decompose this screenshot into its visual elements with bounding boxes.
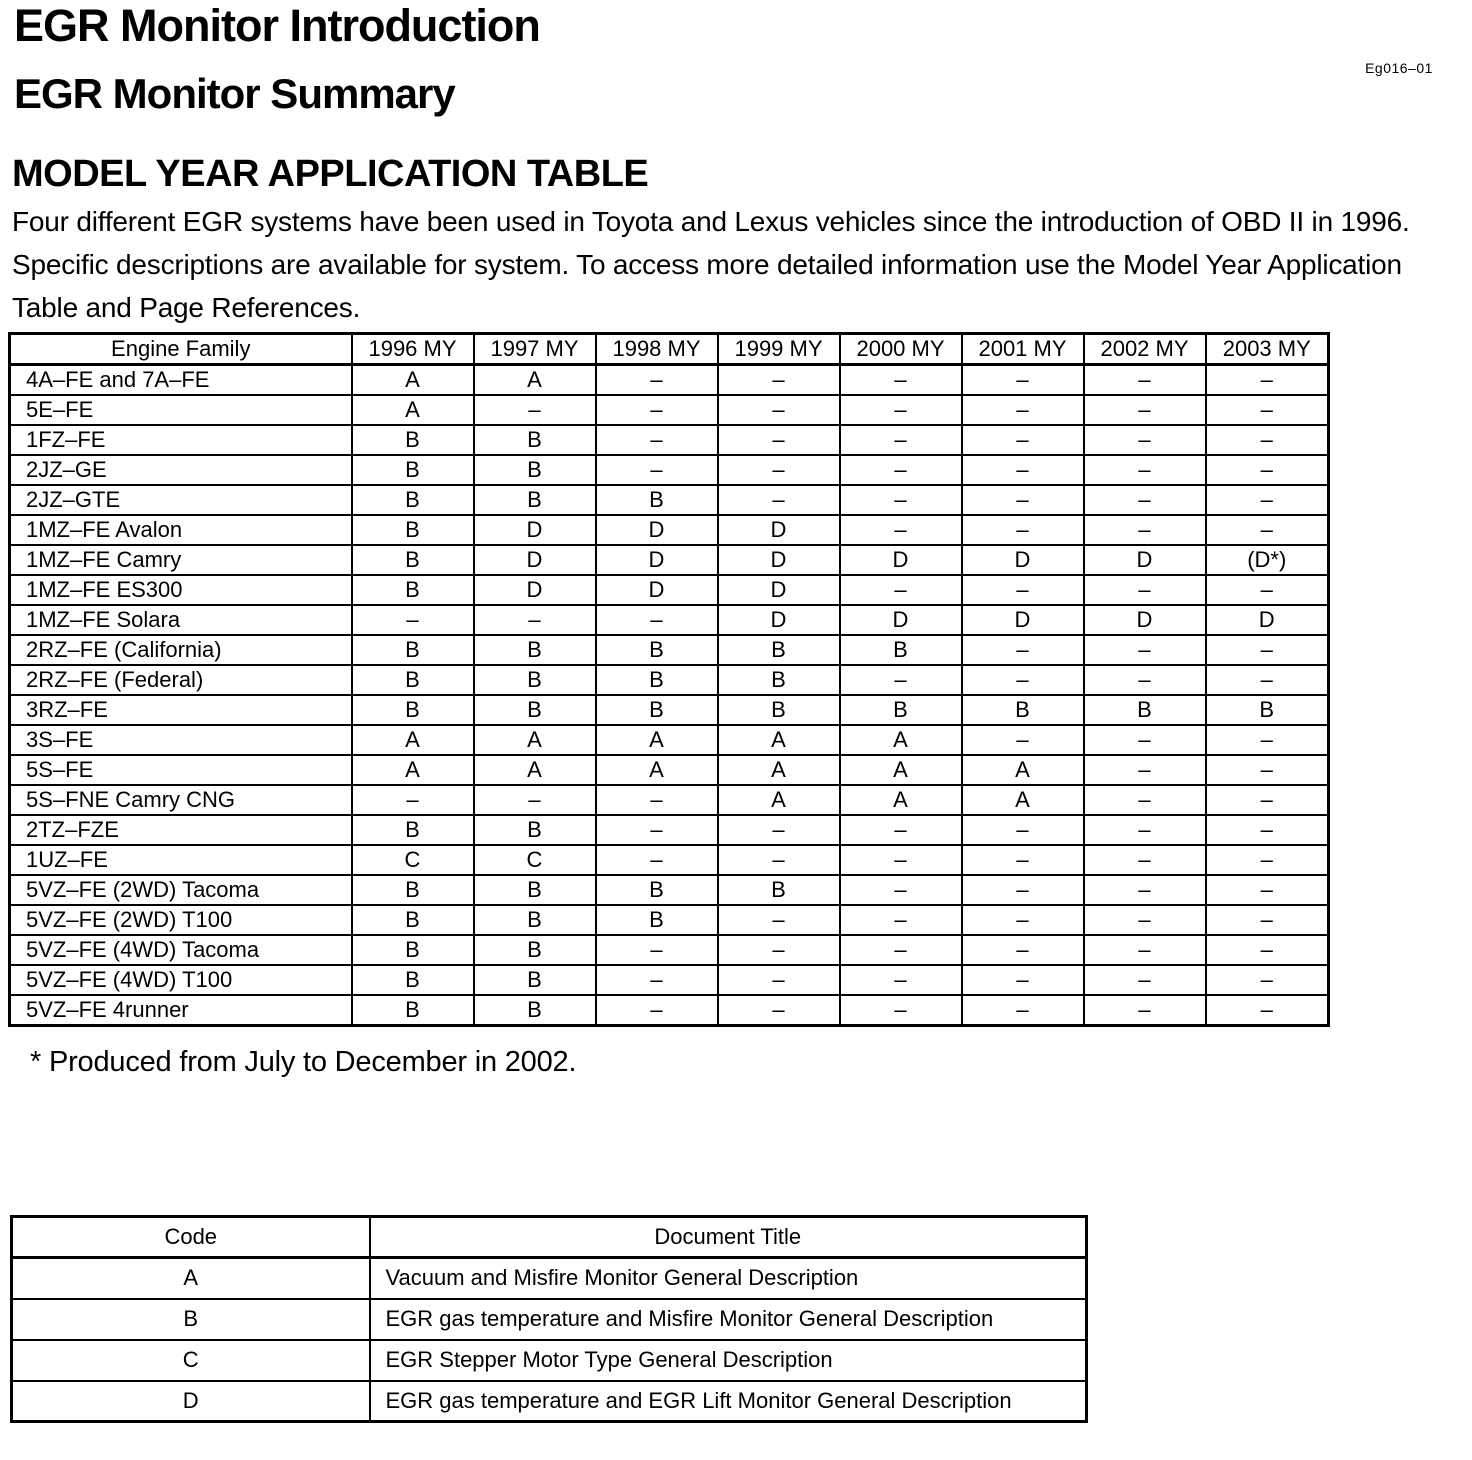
system-code-cell: B (474, 875, 596, 905)
system-code-cell: B (718, 695, 840, 725)
system-code-cell: – (596, 845, 718, 875)
system-code-cell: – (718, 425, 840, 455)
table-row (10, 995, 1329, 1026)
system-code-cell: – (840, 965, 962, 995)
table-row (10, 365, 1329, 396)
system-code-cell: – (840, 845, 962, 875)
system-code-cell: D (1206, 605, 1329, 635)
system-code-cell: – (718, 845, 840, 875)
system-code-cell: – (596, 365, 718, 396)
engine-family-cell: 5VZ–FE (4WD) T100 (10, 965, 352, 995)
system-code-cell: – (840, 995, 962, 1026)
system-code-cell: – (962, 665, 1084, 695)
system-code-cell: B (474, 425, 596, 455)
system-code-cell: – (962, 395, 1084, 425)
system-code-cell: – (1206, 815, 1329, 845)
system-code-cell: – (1206, 905, 1329, 935)
system-code-cell: D (718, 545, 840, 575)
system-code-cell: – (1206, 365, 1329, 396)
system-code-cell: – (1084, 455, 1206, 485)
system-code-cell: – (1084, 485, 1206, 515)
application-table-body (10, 365, 1329, 1026)
system-code-cell: – (840, 485, 962, 515)
system-code-cell: A (718, 785, 840, 815)
system-code-cell: – (1206, 725, 1329, 755)
system-code-cell: A (352, 365, 474, 396)
system-code-cell: – (962, 635, 1084, 665)
system-code-cell: B (352, 515, 474, 545)
system-code-cell: – (596, 785, 718, 815)
system-code-cell: D (962, 545, 1084, 575)
system-code-cell: B (474, 695, 596, 725)
engine-family-header: Engine Family (10, 334, 352, 365)
system-code-cell: A (474, 365, 596, 396)
system-code-cell: D (596, 515, 718, 545)
system-code-cell: D (718, 575, 840, 605)
system-code-cell: C (474, 845, 596, 875)
system-code-cell: B (352, 935, 474, 965)
system-code-cell: D (596, 575, 718, 605)
table-row (10, 605, 1329, 635)
system-code-cell: A (596, 755, 718, 785)
system-code-cell: – (1084, 395, 1206, 425)
document-title-cell: EGR Stepper Motor Type General Description (370, 1340, 1087, 1381)
system-code-cell: B (596, 635, 718, 665)
system-code-cell: – (962, 995, 1084, 1026)
system-code-cell: D (474, 515, 596, 545)
engine-family-cell: 5S–FNE Camry CNG (10, 785, 352, 815)
system-code-cell: – (718, 815, 840, 845)
code-cell: D (12, 1381, 370, 1422)
table-row (12, 1299, 1087, 1340)
system-code-cell: (D*) (1206, 545, 1329, 575)
system-code-cell: – (1206, 965, 1329, 995)
page-title: EGR Monitor Introduction (14, 0, 540, 51)
system-code-cell: – (1084, 935, 1206, 965)
system-code-cell: D (1084, 605, 1206, 635)
system-code-cell: – (1084, 965, 1206, 995)
engine-family-cell: 2JZ–GE (10, 455, 352, 485)
system-code-cell: D (1084, 545, 1206, 575)
table-row (10, 455, 1329, 485)
system-code-cell: – (840, 425, 962, 455)
document-title-cell: EGR gas temperature and Misfire Monitor General Description (370, 1299, 1087, 1340)
system-code-cell: – (1084, 365, 1206, 396)
system-code-cell: B (474, 815, 596, 845)
section-heading: MODEL YEAR APPLICATION TABLE (12, 153, 649, 195)
table-row (10, 425, 1329, 455)
system-code-cell: – (840, 455, 962, 485)
system-code-cell: B (474, 635, 596, 665)
code-reference-table (10, 1215, 1088, 1423)
system-code-cell: B (596, 485, 718, 515)
table-row (12, 1381, 1087, 1422)
system-code-cell: A (840, 725, 962, 755)
system-code-cell: – (840, 515, 962, 545)
system-code-cell: B (352, 905, 474, 935)
system-code-cell: – (718, 395, 840, 425)
system-code-cell: – (1084, 635, 1206, 665)
system-code-cell: – (596, 815, 718, 845)
system-code-cell: D (962, 605, 1084, 635)
table-row (10, 395, 1329, 425)
system-code-cell: – (962, 845, 1084, 875)
system-code-cell: – (962, 905, 1084, 935)
system-code-cell: D (474, 545, 596, 575)
code-header: Code (12, 1217, 370, 1258)
system-code-cell: – (1206, 755, 1329, 785)
system-code-cell: B (718, 665, 840, 695)
engine-family-cell: 2JZ–GTE (10, 485, 352, 515)
system-code-cell: B (352, 995, 474, 1026)
system-code-cell: A (718, 755, 840, 785)
system-code-cell: – (840, 875, 962, 905)
system-code-cell: – (962, 935, 1084, 965)
system-code-cell: – (1084, 875, 1206, 905)
engine-family-cell: 5VZ–FE 4runner (10, 995, 352, 1026)
system-code-cell: – (840, 395, 962, 425)
system-code-cell: – (1084, 995, 1206, 1026)
table-row (10, 725, 1329, 755)
table-row (10, 875, 1329, 905)
system-code-cell: – (474, 785, 596, 815)
system-code-cell: D (474, 575, 596, 605)
system-code-cell: B (474, 665, 596, 695)
intro-paragraph: Four different EGR systems have been used in Toyota and Lexus vehicles since the introduction of OBD II in 1996. Specific descriptions are available for system. To access more detailed information use the Model Year Application Table and Page References. (12, 206, 1410, 323)
model-year-header: 2001 MY (962, 334, 1084, 365)
table-row (10, 845, 1329, 875)
system-code-cell: B (1206, 695, 1329, 725)
code-cell: C (12, 1340, 370, 1381)
engine-family-cell: 4A–FE and 7A–FE (10, 365, 352, 396)
system-code-cell: C (352, 845, 474, 875)
system-code-cell: – (1206, 455, 1329, 485)
system-code-cell: – (1206, 875, 1329, 905)
table-row (10, 515, 1329, 545)
system-code-cell: B (474, 995, 596, 1026)
engine-family-cell: 1MZ–FE ES300 (10, 575, 352, 605)
system-code-cell: – (840, 905, 962, 935)
engine-family-cell: 3S–FE (10, 725, 352, 755)
system-code-cell: – (962, 455, 1084, 485)
model-year-header: 1996 MY (352, 334, 474, 365)
system-code-cell: – (596, 605, 718, 635)
document-title-cell: EGR gas temperature and EGR Lift Monitor General Description (370, 1381, 1087, 1422)
table-row (10, 695, 1329, 725)
system-code-cell: B (718, 875, 840, 905)
system-code-cell: – (962, 425, 1084, 455)
system-code-cell: – (474, 395, 596, 425)
system-code-cell: A (352, 725, 474, 755)
document-title-header: Document Title (370, 1217, 1087, 1258)
system-code-cell: – (1206, 395, 1329, 425)
table-row (10, 635, 1329, 665)
system-code-cell: – (840, 935, 962, 965)
system-code-cell: A (840, 755, 962, 785)
system-code-cell: A (352, 755, 474, 785)
system-code-cell: – (1206, 425, 1329, 455)
system-code-cell: B (474, 935, 596, 965)
table-row (12, 1340, 1087, 1381)
system-code-cell: – (1206, 995, 1329, 1026)
system-code-cell: – (352, 605, 474, 635)
system-code-cell: – (1206, 845, 1329, 875)
system-code-cell: B (352, 425, 474, 455)
system-code-cell: B (474, 455, 596, 485)
engine-family-cell: 1MZ–FE Camry (10, 545, 352, 575)
code-cell: B (12, 1299, 370, 1340)
engine-family-cell: 5E–FE (10, 395, 352, 425)
system-code-cell: – (962, 365, 1084, 396)
engine-family-cell: 3RZ–FE (10, 695, 352, 725)
system-code-cell: B (352, 455, 474, 485)
system-code-cell: – (1206, 935, 1329, 965)
system-code-cell: B (352, 815, 474, 845)
engine-family-cell: 1MZ–FE Avalon (10, 515, 352, 545)
system-code-cell: D (840, 605, 962, 635)
engine-family-cell: 5S–FE (10, 755, 352, 785)
system-code-cell: B (474, 905, 596, 935)
system-code-cell: – (596, 965, 718, 995)
system-code-cell: – (1084, 425, 1206, 455)
table-row (10, 485, 1329, 515)
table-row (10, 575, 1329, 605)
system-code-cell: – (1084, 515, 1206, 545)
system-code-cell: A (962, 755, 1084, 785)
system-code-cell: – (962, 965, 1084, 995)
system-code-cell: – (718, 995, 840, 1026)
system-code-cell: B (352, 875, 474, 905)
system-code-cell: – (1084, 785, 1206, 815)
system-code-cell: – (1084, 905, 1206, 935)
model-year-header: 2000 MY (840, 334, 962, 365)
system-code-cell: B (840, 695, 962, 725)
model-year-header: 1999 MY (718, 334, 840, 365)
system-code-cell: – (1206, 515, 1329, 545)
system-code-cell: A (962, 785, 1084, 815)
system-code-cell: – (596, 425, 718, 455)
system-code-cell: B (352, 695, 474, 725)
system-code-cell: B (596, 695, 718, 725)
system-code-cell: – (718, 905, 840, 935)
system-code-cell: D (718, 515, 840, 545)
system-code-cell: – (962, 575, 1084, 605)
engine-family-cell: 1FZ–FE (10, 425, 352, 455)
system-code-cell: A (474, 755, 596, 785)
system-code-cell: B (352, 965, 474, 995)
engine-family-cell: 1UZ–FE (10, 845, 352, 875)
doc-code: Eg016–01 (1365, 60, 1433, 76)
page-subtitle: EGR Monitor Summary (14, 70, 455, 117)
table-row (12, 1258, 1087, 1299)
system-code-cell: – (962, 725, 1084, 755)
system-code-cell: – (840, 815, 962, 845)
system-code-cell: A (840, 785, 962, 815)
system-code-cell: A (352, 395, 474, 425)
engine-family-cell: 5VZ–FE (4WD) Tacoma (10, 935, 352, 965)
table-row (10, 935, 1329, 965)
system-code-cell: – (1206, 485, 1329, 515)
model-year-header: 2003 MY (1206, 334, 1329, 365)
table-row (10, 905, 1329, 935)
system-code-cell: – (718, 455, 840, 485)
system-code-cell: – (718, 485, 840, 515)
code-table-header-row (12, 1217, 1087, 1258)
system-code-cell: B (718, 635, 840, 665)
engine-family-cell: 5VZ–FE (2WD) T100 (10, 905, 352, 935)
system-code-cell: B (352, 575, 474, 605)
system-code-cell: B (474, 485, 596, 515)
system-code-cell: – (1084, 845, 1206, 875)
table-row (10, 755, 1329, 785)
system-code-cell: – (718, 935, 840, 965)
system-code-cell: – (962, 515, 1084, 545)
code-cell: A (12, 1258, 370, 1299)
system-code-cell: D (840, 545, 962, 575)
system-code-cell: – (596, 935, 718, 965)
system-code-cell: – (596, 455, 718, 485)
model-year-header: 1998 MY (596, 334, 718, 365)
system-code-cell: D (596, 545, 718, 575)
system-code-cell: – (1084, 575, 1206, 605)
system-code-cell: A (474, 725, 596, 755)
system-code-cell: – (840, 365, 962, 396)
table-row (10, 665, 1329, 695)
engine-family-cell: 2RZ–FE (Federal) (10, 665, 352, 695)
system-code-cell: – (474, 605, 596, 635)
table-row (10, 785, 1329, 815)
table-row (10, 815, 1329, 845)
system-code-cell: – (840, 665, 962, 695)
system-code-cell: – (962, 485, 1084, 515)
system-code-cell: A (596, 725, 718, 755)
system-code-cell: B (474, 965, 596, 995)
system-code-cell: – (352, 785, 474, 815)
system-code-cell: – (1084, 755, 1206, 785)
system-code-cell: – (596, 395, 718, 425)
system-code-cell: B (840, 635, 962, 665)
system-code-cell: – (718, 965, 840, 995)
table-row (10, 965, 1329, 995)
system-code-cell: B (962, 695, 1084, 725)
system-code-cell: B (1084, 695, 1206, 725)
system-code-cell: B (352, 665, 474, 695)
model-year-header: 1997 MY (474, 334, 596, 365)
model-year-header: 2002 MY (1084, 334, 1206, 365)
system-code-cell: B (596, 905, 718, 935)
system-code-cell: – (596, 995, 718, 1026)
system-code-cell: – (1084, 665, 1206, 695)
code-table-body (12, 1258, 1087, 1422)
system-code-cell: B (352, 635, 474, 665)
system-code-cell: D (718, 605, 840, 635)
document-title-cell: Vacuum and Misfire Monitor General Description (370, 1258, 1087, 1299)
system-code-cell: – (840, 575, 962, 605)
engine-family-cell: 2RZ–FE (California) (10, 635, 352, 665)
system-code-cell: – (1206, 575, 1329, 605)
system-code-cell: B (596, 875, 718, 905)
system-code-cell: – (1206, 785, 1329, 815)
engine-family-cell: 1MZ–FE Solara (10, 605, 352, 635)
engine-family-cell: 5VZ–FE (2WD) Tacoma (10, 875, 352, 905)
table-row (10, 545, 1329, 575)
system-code-cell: – (962, 875, 1084, 905)
system-code-cell: – (962, 815, 1084, 845)
system-code-cell: B (352, 485, 474, 515)
system-code-cell: – (1206, 635, 1329, 665)
system-code-cell: B (596, 665, 718, 695)
engine-family-cell: 2TZ–FZE (10, 815, 352, 845)
system-code-cell: A (718, 725, 840, 755)
application-table-header-row (10, 334, 1329, 365)
model-year-application-table (8, 332, 1330, 1027)
system-code-cell: – (1206, 665, 1329, 695)
system-code-cell: – (1084, 815, 1206, 845)
system-code-cell: B (352, 545, 474, 575)
system-code-cell: – (718, 365, 840, 396)
system-code-cell: – (1084, 725, 1206, 755)
footnote: * Produced from July to December in 2002. (30, 1046, 577, 1078)
